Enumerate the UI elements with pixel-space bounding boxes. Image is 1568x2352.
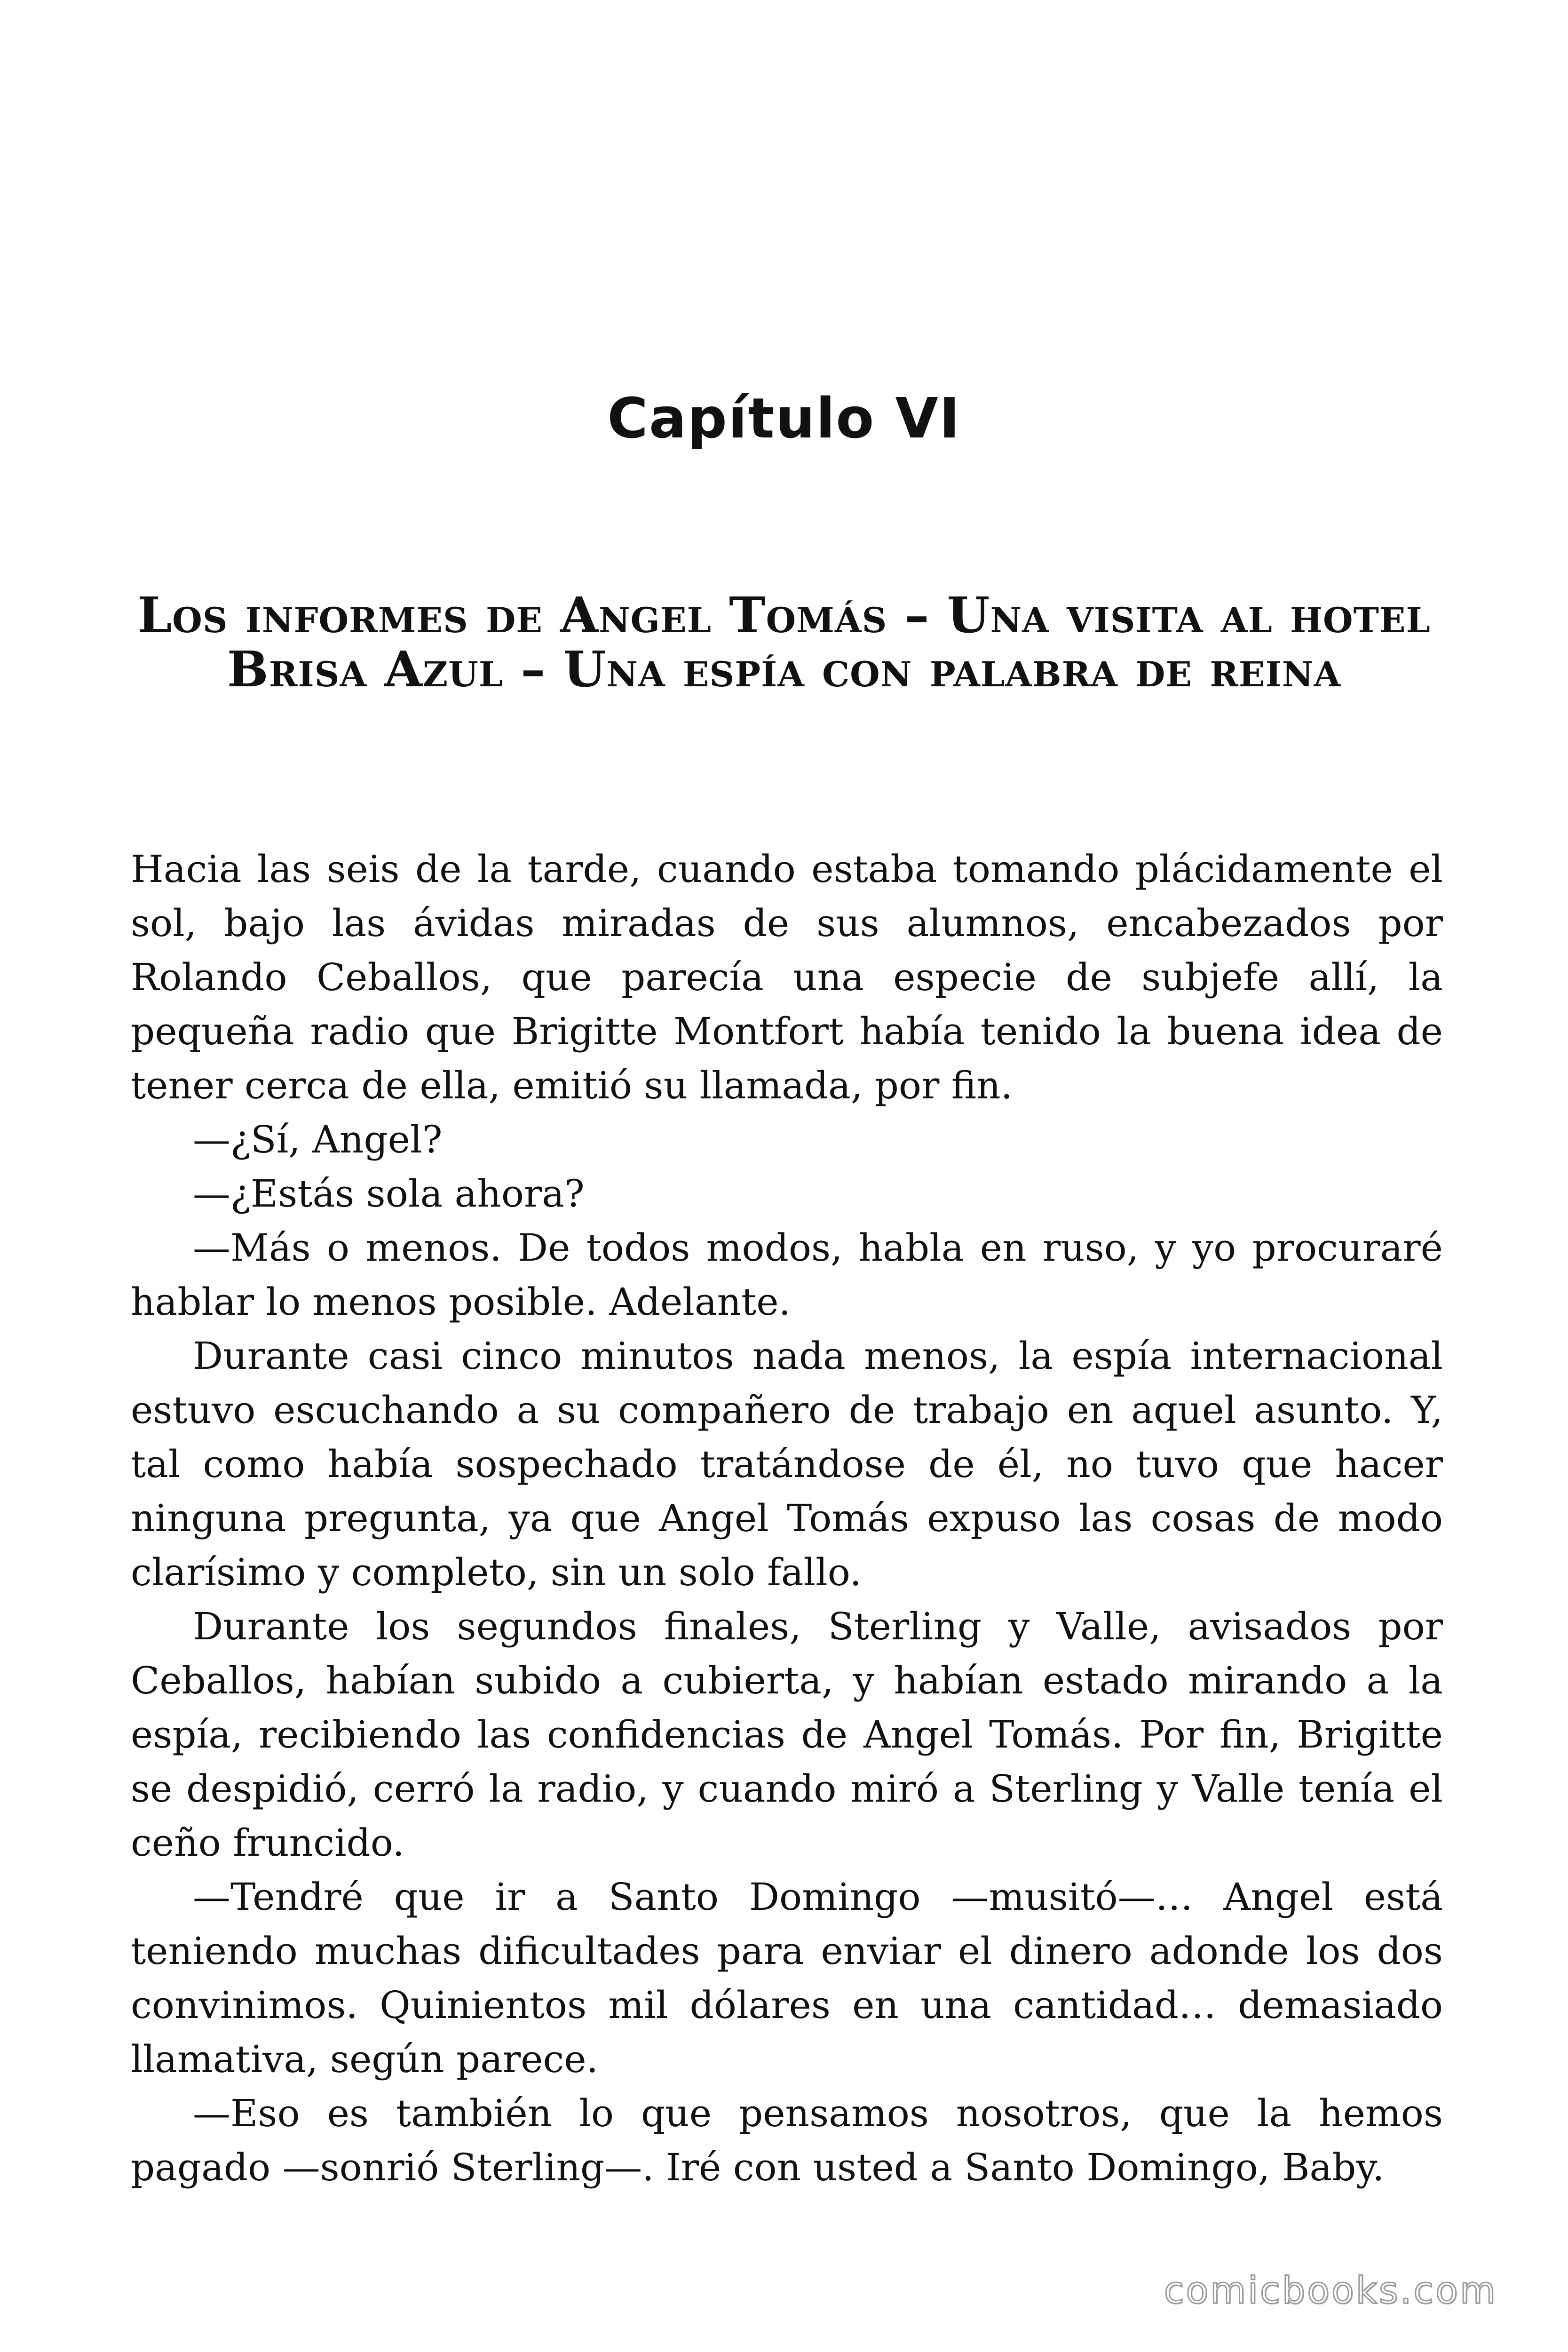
paragraph-6: Durante los segundos finales, Sterling y Valle, avisados por Ceballos, habían subido a cubierta, y habían estado mirando a la espía, recibiendo las confidencias de Angel Tomás. Por fin, Brigitte se despidió, cerró la radio, y cuando miró a Sterling y Valle tenía el ceño fruncido.	[131, 1605, 1443, 1865]
paragraph-5: Durante casi cinco minutos nada menos, la espía internacional estuvo escuchando a su compañero de trabajo en aquel asunto. Y, tal como había sospechado tratándose de él, no tuvo que hacer ninguna pregunta, ya que Angel Tomás expuso las cosas de modo clarísimo y completo, sin un solo fallo.	[131, 1334, 1443, 1594]
chapter-title: Capítulo VI	[607, 386, 961, 451]
paragraph-2: —¿Sí, Angel?	[193, 1118, 443, 1161]
chapter-subtitle: Los informes de Angel Tomás – Una visita al hotel Brisa Azul – Una espía con palabra de reina	[137, 586, 1431, 698]
paragraph-3: —¿Estás sola ahora?	[193, 1172, 585, 1216]
paragraph-8: —Eso es también lo que pensamos nosotros, que la hemos pagado —sonrió Sterling—. Iré con usted a Santo Domingo, Baby.	[131, 2091, 1443, 2189]
chapter-body	[131, 842, 1443, 2194]
paragraph-4: —Más o menos. De todos modos, habla en ruso, y yo procuraré hablar lo menos posible. Adelante.	[131, 1226, 1443, 1324]
paragraph-1: Hacia las seis de la tarde, cuando estaba tomando plácidamente el sol, bajo las ávidas miradas de sus alumnos, encabezados por Rolando Ceballos, que parecía una especie de subjefe allí, la pequeña radio que Brigitte Montfort había tenido la buena idea de tener cerca de ella, emitió su llamada, por fin.	[131, 847, 1443, 1107]
paragraph-7: —Tendré que ir a Santo Domingo —musitó—… Angel está teniendo muchas dificultades para enviar el dinero adonde los dos convinimos. Quinientos mil dólares en una cantidad… demasiado llamativa, según parece.	[131, 1875, 1443, 2081]
watermark: comicbooks.com	[1164, 2270, 1497, 2312]
